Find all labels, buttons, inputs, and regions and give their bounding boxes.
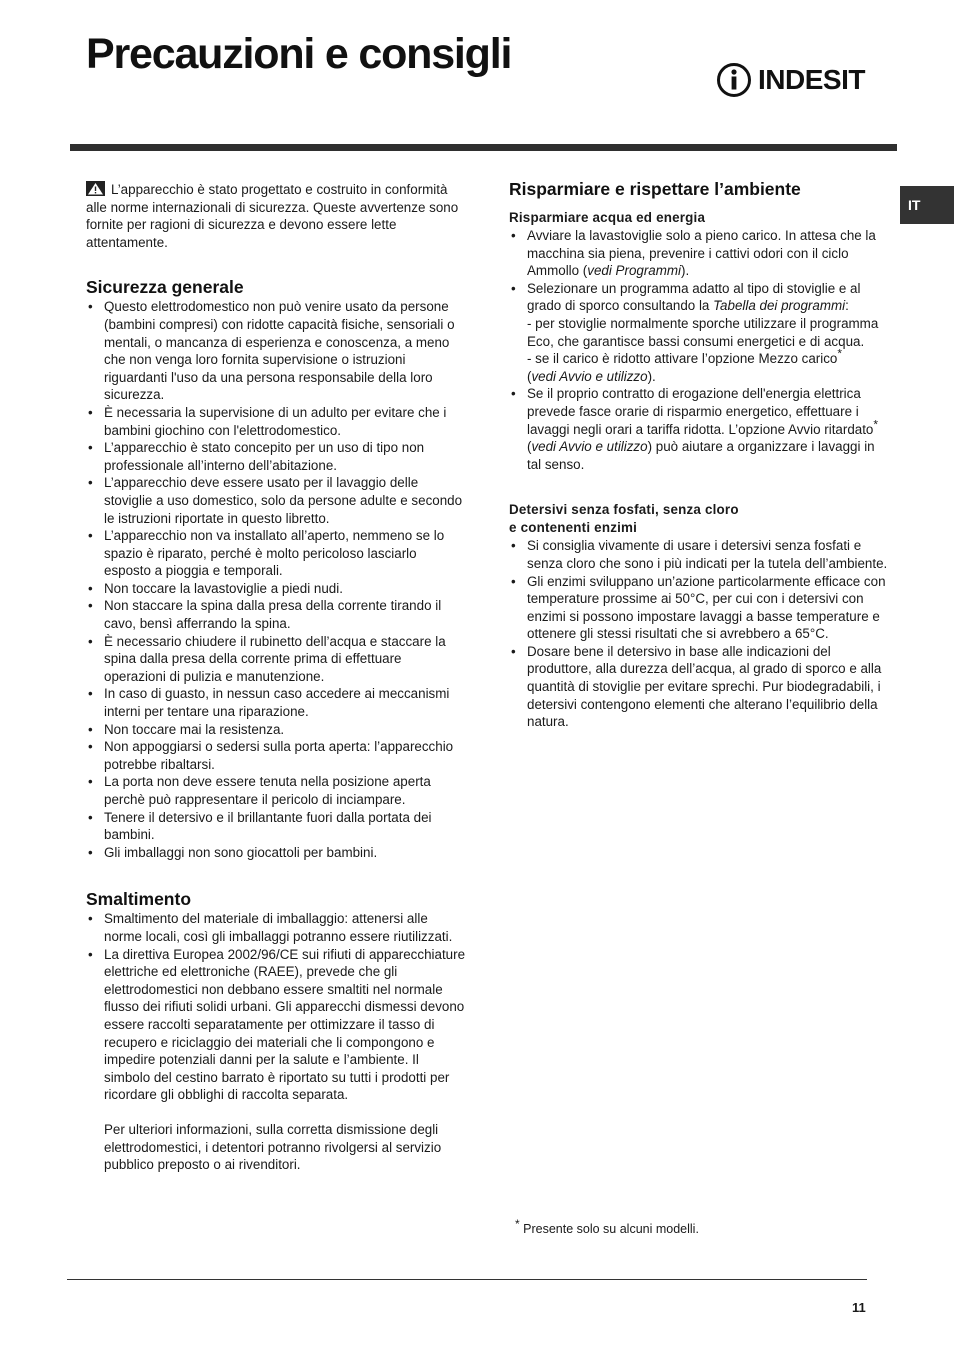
page-number: 11 xyxy=(852,1300,866,1315)
water-energy-heading: Risparmiare acqua ed energia xyxy=(509,210,706,225)
language-tab: IT xyxy=(900,186,954,224)
list-item: • La porta non deve essere tenuta nella posizione aperta perchè può rappresentare il pericolo di inciampare. xyxy=(86,773,466,808)
indesit-logo-icon xyxy=(716,62,752,98)
list-item: • Dosare bene il detersivo in base alle indicazioni del produttore, alla durezza dell’acqua, al grado di sporco e alla quantità di stoviglie per evitare sprechi. Pur biodegradabili, i detersivi contengono elementi che alterano l’equilibrio della natura. xyxy=(509,643,889,731)
cross-reference: vedi Avvio e utilizzo xyxy=(531,368,648,384)
footer-rule xyxy=(67,1279,867,1280)
detergents-list xyxy=(509,537,889,731)
intro-text: L’apparecchio è stato progettato e costruito in conformità alle norme internazionali di sicurezza. Queste avvertenze sono fornite per ragioni di sicurezza e devono essere lette attentamente. xyxy=(86,182,459,250)
list-item: • L’apparecchio non va installato all’aperto, nemmeno se lo spazio è riparato, perché è molto pericoloso lasciarlo esposto a pioggia e temporali. xyxy=(86,527,466,580)
right-column xyxy=(509,178,889,731)
safety-list xyxy=(86,298,466,861)
cross-reference: vedi Programmi xyxy=(587,263,682,279)
list-item: • Non staccare la spina dalla presa della corrente tirando il cavo, bensì afferrando la spina. xyxy=(86,597,466,632)
disposal-note: Per ulteriori informazioni, sulla corretta dismissione degli elettrodomestici, i detentori potranno rivolgersi al servizio pubblico preposto o ai rivenditori. xyxy=(104,1121,442,1173)
environment-heading: Risparmiare e rispettare l’ambiente xyxy=(509,179,801,199)
list-item: • Non toccare mai la resistenza. xyxy=(86,721,466,739)
footnote: * Presente solo su alcuni modelli. xyxy=(515,1216,699,1236)
disposal-heading: Smaltimento xyxy=(86,889,192,910)
list-item: • Smaltimento del materiale di imballaggio: attenersi alle norme locali, così gli imballaggi potranno essere riutilizzati. xyxy=(86,910,466,945)
list-item: • Non appoggiarsi o sedersi sulla porta aperta: l’apparecchio potrebbe ribaltarsi. xyxy=(86,738,466,773)
list-item: • Avviare la lavastoviglie solo a pieno carico. In attesa che la macchina sia piena, prevenire i cattivi odori con il ciclo Ammollo (vedi Programmi). xyxy=(509,227,889,280)
brand-name: INDESIT xyxy=(758,64,865,95)
list-item: • L’apparecchio deve essere usato per il lavaggio delle stoviglie a uso domestico, solo da persone adulte e secondo le istruzioni riportate in questo libretto. xyxy=(86,474,466,527)
list-item: • È necessaria la supervisione di un adulto per evitare che i bambini giochino con l'elettrodomestico. xyxy=(86,404,466,439)
safety-heading: Sicurezza generale xyxy=(86,277,244,298)
list-item: • Non toccare la lavastoviglie a piedi nudi. xyxy=(86,580,466,598)
detergents-heading: Detersivi senza fosfati, senza cloro e contenenti enzimi xyxy=(509,502,739,536)
list-item: • La direttiva Europea 2002/96/CE sui rifiuti di apparecchiature elettriche ed elettroniche (RAEE), prevede che gli elettrodomestici non debbano essere smaltiti nel normale flusso dei rifiuti solidi urbani. Gli apparecchi dismessi devono essere raccolti separatamente per ottimizzare il tasso di recupero e riciclaggio dei materiali che li compongono e impedire potenziali danni per la salute e l’ambiente. Il simbolo del cestino barrato è riportato su tutti i prodotti per ricordare gli obblighi di raccolta separata. xyxy=(86,946,466,1104)
asterisk: * xyxy=(515,1216,520,1231)
list-item: • Gli imballaggi non sono giocattoli per bambini. xyxy=(86,844,466,862)
header-rule xyxy=(70,144,897,151)
brand-logo xyxy=(716,62,865,98)
cross-reference: Tabella dei programmi xyxy=(713,298,846,314)
list-item: • Se il proprio contratto di erogazione dell'energia elettrica prevede fasce orarie di risparmio energetico, effettuare i lavaggi negli orari a tariffa ridotta. L’opzione Avvio ritardato* (vedi Avvio e utilizzo) può aiutare a organizzare i lavaggi in tal senso. xyxy=(509,385,889,473)
list-item: • Selezionare un programma adatto al tipo di stoviglie e al grado di sporco consultando la Tabella dei programmi: - per stoviglie normalmente sporche utilizzare il programma Eco, che garantisce bassi consumi energetici e di acqua. - se il carico è ridotto attivare l’opzione Mezzo carico* (vedi Avvio e utilizzo). xyxy=(509,280,889,386)
list-item: • Questo elettrodomestico non può venire usato da persone (bambini compresi) con ridotte capacità fisiche, sensoriali o mentali, o mancanza di esperienza e conoscenza, a meno che non venga loro fornita supervisione o istruzioni riguardanti l'uso da una persona responsabile della loro sicurezza. xyxy=(86,298,466,404)
water-energy-list xyxy=(509,227,889,473)
disposal-list xyxy=(86,910,466,1104)
list-item: • L’apparecchio è stato concepito per un uso di tipo non professionale all’interno dell’abitazione. xyxy=(86,439,466,474)
list-item: • Tenere il detersivo e il brillantante fuori dalla portata dei bambini. xyxy=(86,809,466,844)
asterisk: * xyxy=(837,346,843,361)
left-column xyxy=(86,181,466,1174)
list-item: • Gli enzimi sviluppano un’azione particolarmente efficace con temperature prossime ai 50°C, per cui con i detersivi con enzimi si possono impostare lavaggi a basse temperature e ottenere gli stessi risultati che si avrebbero a 65°C. xyxy=(509,573,889,643)
list-item: • È necessario chiudere il rubinetto dell’acqua e staccare la spina dalla presa della corrente prima di effettuare operazioni di pulizia e manutenzione. xyxy=(86,633,466,686)
page-title: Precauzioni e consigli xyxy=(86,30,512,78)
sub-line: - se il carico è ridotto attivare l’opzione Mezzo carico* (vedi Avvio e utilizzo). xyxy=(527,346,843,384)
warning-icon xyxy=(86,181,105,196)
intro-paragraph xyxy=(86,181,466,251)
list-item: • Si consiglia vivamente di usare i detersivi senza fosfati e senza cloro che sono i più indicati per la tutela dell’ambiente. xyxy=(509,537,889,572)
cross-reference: vedi Avvio e utilizzo xyxy=(531,439,648,455)
sub-line: - per stoviglie normalmente sporche utilizzare il programma Eco, che garantisce bassi consumi energetici e di acqua. xyxy=(527,315,879,349)
asterisk: * xyxy=(873,417,879,432)
list-item: • In caso di guasto, in nessun caso accedere ai meccanismi interni per tentare una riparazione. xyxy=(86,685,466,720)
